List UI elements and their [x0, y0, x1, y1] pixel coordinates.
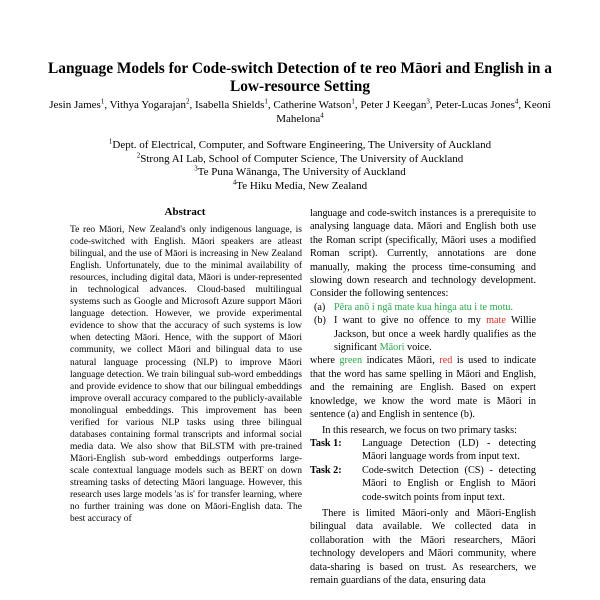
example-sentence-b [310, 314, 536, 354]
author-affiliation-mark: 2 [186, 97, 190, 106]
affiliation-mark: 4 [232, 178, 237, 187]
author-name: Jesin James [49, 99, 101, 111]
example-b-post: voice. [407, 342, 432, 354]
intro-paragraph: language and code-switch instances is a prerequisite to analysing language data. Māori and English both use the Roman script (specifically, Māori uses a modified Roman script). Currently, annotations are done manually, making the process time-consuming and slowing down research and technology development. Consider the following sentences: [310, 208, 536, 300]
example-b-maori-word: Māori [379, 342, 405, 354]
author-name: Peter-Lucas Jones [435, 99, 515, 111]
affiliation-line [40, 166, 560, 180]
author-name: Vithya Yogarajan [109, 99, 186, 111]
task-2-label: Task 2: [310, 464, 342, 476]
author-list: Jesin James$^1$, Vithya Yogarajan$^2$, Isabella Shields$^1$, Catherine Watson$^1$, Peter J Keegan$^3$, Peter-Lucas Jones$^4$, Keoni Mahelona$^4$ [49, 97, 551, 125]
example-sentence-a [310, 301, 536, 314]
author-affiliation-mark: 3 [426, 97, 430, 106]
affiliation-line [40, 150, 560, 167]
affiliation-mark: 2 [136, 150, 141, 159]
legend-rest: is used to indicate that the word has same spelling in Māori and English, and the remaining are English. Based on expert knowledge, we know the word mate is Māori in sentence (a) and English in sentence (b). [310, 355, 537, 421]
affiliation-text: Te Hiku Media, New Zealand [236, 179, 368, 192]
affiliation-text: Dept. of Electrical, Computer, and Software Engineering, The University of Auckland [112, 139, 492, 151]
author-affiliation-mark: 4 [514, 97, 519, 106]
affiliation-mark: 3 [194, 164, 198, 173]
paper-title: Language Models for Code-switch Detection of te reo Māori and English in a Low-resource Setting [48, 60, 552, 95]
affiliation-line [40, 139, 560, 153]
task-2 [310, 464, 536, 504]
author-affiliation-mark: 1 [100, 97, 105, 106]
example-b-pre: I want to give no offence to my [334, 315, 481, 327]
task-2-text: Code-switch Detection (CS) - detecting Māori to English or English to Māori code-switch points from input text. [362, 464, 536, 503]
author-affiliation-mark: 4 [320, 111, 324, 120]
legend-red: red [439, 355, 453, 367]
task-1-label: Task 1: [310, 437, 342, 449]
author-name: Peter J Keegan [360, 99, 427, 111]
data-paragraph: There is limited Māori-only and Māori-English bilingual data available. We collected data in collaboration with the Māori researchers, Māori technology developers and Māori community, where data-sharing is based on trust. As researchers, we remain guardians of the data, ensuring data [310, 507, 536, 586]
affiliation-list [40, 139, 560, 193]
tasks-intro: In this research, we focus on two primary tasks: [322, 424, 517, 436]
affiliation-text: Strong AI Lab, School of Computer Science, The University of Auckland [140, 152, 464, 165]
author-name: Isabella Shields [195, 99, 265, 111]
legend-where: where [310, 355, 335, 367]
example-label-a: (a) [314, 301, 326, 313]
color-legend-paragraph [310, 354, 536, 421]
legend-mid: indicates Māori, [366, 355, 435, 367]
author-name: Keoni Mahelona [276, 99, 551, 125]
author-name: Catherine Watson [273, 99, 352, 111]
abstract-heading: Abstract [164, 206, 206, 218]
example-text-a: Pēra anō i ngā mate kua hinga atu i te motu. [334, 301, 514, 313]
legend-green: green [339, 355, 363, 367]
example-label-b: (b) [314, 315, 326, 327]
right-column [310, 207, 536, 587]
abstract-paragraph: Te reo Māori, New Zealand's only indigenous language, is code-switched with English. Māori speakers are atleast bilingual, and the use of Māori is increasing in New Zealand English. Unfortunately, due to the minimal availability of resources, including digital data, Māori is under-represented in technological advances. Cloud-based multilingual systems such as Google and Microsoft Azure support Māori language detection. However, we provide experimental evidence to show that the accuracy of such systems is low when detecting Māori. Hence, with the support of Māori community, we collect Māori and bilingual data to use natural language processing (NLP) to improve Māori language detection. We train bilingual sub-word embeddings and provide evidence to show that our bilingual embeddings improve overall accuracy compared to the publicly-available monolingual embeddings. This improvement has been verified for various NLP tasks using three bilingual databases containing formal transcripts and informal social media data. We also show that BiLSTM with pre-trained Māori-English sub-word embeddings outperforms large-scale contextual language models such as BERT on down streaming tasks of detecting Māori language. However, this research uses large models 'as is' for transfer learning, where no further training was done on Māori-English data. The best accuracy of [70, 225, 302, 525]
author-affiliation-mark: 1 [351, 97, 355, 106]
abstract-body [70, 224, 302, 525]
example-text-b [334, 314, 536, 354]
affiliation-line [40, 180, 560, 194]
affiliation-text: Te Puna Wānanga, The University of Auckland [197, 166, 406, 179]
task-1-text: Language Detection (LD) - detecting Māori language words from input text. [362, 437, 536, 463]
author-affiliation-mark: 1 [264, 97, 268, 106]
example-b-mid: Willie Jackson, but once a week hardly qualifies as the significant [334, 315, 536, 354]
affiliation-mark: 1 [108, 137, 113, 146]
example-b-shared-word: mate [486, 315, 506, 327]
task-1 [310, 437, 536, 464]
